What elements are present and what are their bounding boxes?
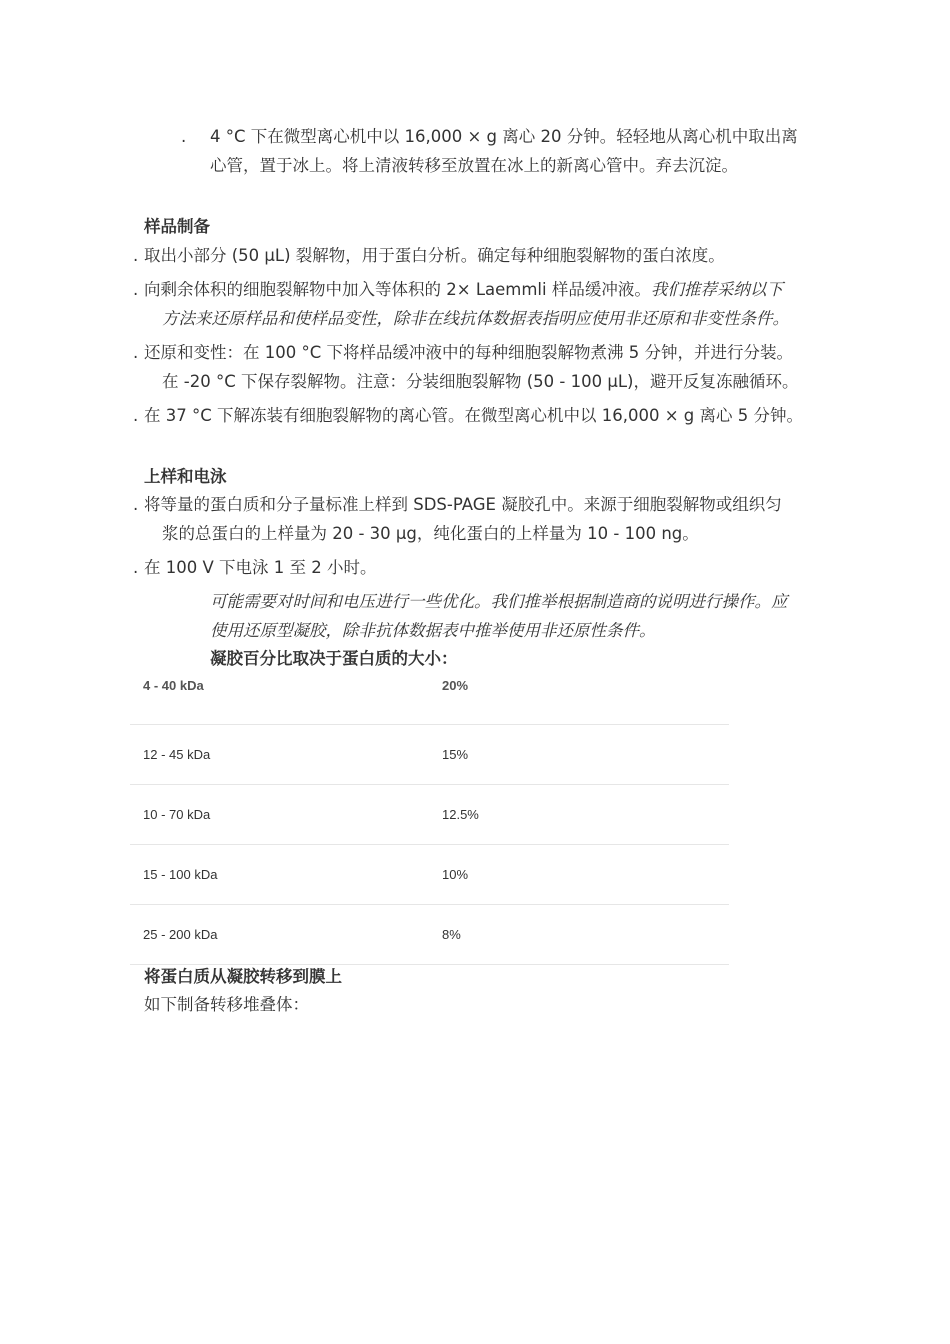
table-row: [130, 725, 729, 785]
list-item: 取出小部分 (50 µL) 裂解物，用于蛋白分析。确定每种细胞裂解物的蛋白浓度。: [144, 246, 725, 265]
gel-percentage-heading: 凝胶百分比取决于蛋白质的大小：: [210, 649, 458, 668]
table-cell-percent: 12.5%: [442, 807, 479, 822]
list-marker: .: [133, 343, 139, 362]
list-item: 在 100 V 下电泳 1 至 2 小时。: [144, 558, 377, 577]
list-marker: .: [181, 127, 187, 146]
list-marker: .: [133, 280, 139, 299]
table-cell-size: 12 - 45 kDa: [143, 747, 211, 762]
list-item-italic-cont: 方法来还原样品和使样品变性，除非在线抗体数据表指明应使用非还原和非变性条件。: [162, 309, 789, 328]
gel-percentage-table: [130, 664, 729, 965]
table-row: [130, 785, 729, 845]
intro-text-line1: 4 °C 下在微型离心机中以 16,000 × g 离心 20 分钟。轻轻地从离心机中取出离: [210, 127, 798, 146]
table-cell-size: 10 - 70 kDa: [143, 807, 211, 822]
note-line2: 使用还原型凝胶，除非抗体数据表中推举使用非还原性条件。: [210, 621, 656, 640]
table-cell-size: 4 - 40 kDa: [143, 678, 204, 693]
list-item-text: 向剩余体积的细胞裂解物中加入等体积的 2× Laemmli 样品缓冲液。: [144, 280, 651, 299]
list-marker: .: [133, 246, 139, 265]
section-heading: 将蛋白质从凝胶转移到膜上: [144, 967, 342, 986]
table-cell-percent: 20%: [442, 678, 469, 693]
list-item: [144, 282, 783, 299]
intro-text-line2: 心管，置于冰上。将上清液转移至放置在冰上的新离心管中。弃去沉淀。: [210, 156, 738, 175]
section-heading: 上样和电泳: [144, 467, 227, 486]
list-marker: .: [133, 558, 139, 577]
list-marker: .: [133, 406, 139, 425]
list-item-cont: 在 -20 °C 下保存裂解物。注意：分装细胞裂解物 (50 - 100 µL)，避开反复冻融循环。: [162, 372, 799, 391]
list-item-cont: 浆的总蛋白的上样量为 20 - 30 µg，纯化蛋白的上样量为 10 - 100 ng。: [162, 524, 699, 543]
list-item: 在 37 °C 下解冻装有细胞裂解物的离心管。在微型离心机中以 16,000 × g 离心 5 分钟。: [144, 406, 804, 425]
table-row: [130, 905, 729, 965]
table-row: [130, 664, 729, 725]
list-item-italic: 我们推荐采纳以下: [650, 280, 783, 299]
list-item: 还原和变性：在 100 °C 下将样品缓冲液中的每种细胞裂解物煮沸 5 分钟，并进行分装。: [144, 343, 793, 362]
table-row: [130, 845, 729, 905]
table-cell-size: 15 - 100 kDa: [143, 867, 218, 882]
table-cell-percent: 8%: [442, 927, 461, 942]
table-cell-size: 25 - 200 kDa: [143, 927, 218, 942]
section-heading: 样品制备: [144, 217, 210, 236]
table-cell-percent: 15%: [442, 747, 469, 762]
note-line1: 可能需要对时间和电压进行一些优化。我们推举根据制造商的说明进行操作。应: [210, 592, 788, 611]
list-item: 将等量的蛋白质和分子量标准上样到 SDS-PAGE 凝胶孔中。来源于细胞裂解物或组织匀: [144, 495, 782, 514]
transfer-text: 如下制备转移堆叠体：: [144, 995, 309, 1014]
list-marker: .: [133, 495, 139, 514]
table-cell-percent: 10%: [442, 867, 469, 882]
